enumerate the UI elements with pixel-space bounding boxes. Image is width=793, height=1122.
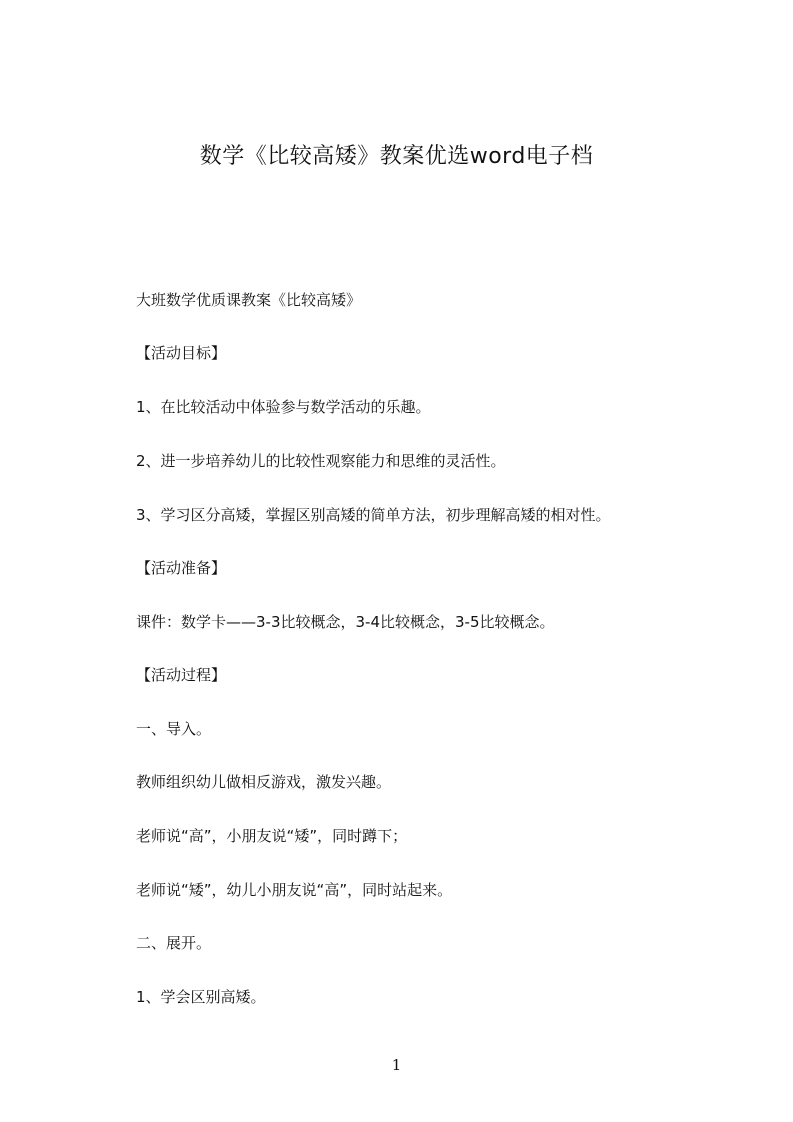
objective-item: 2、进一步培养幼儿的比较性观察能力和思维的灵活性。 [136, 452, 506, 470]
section-heading-preparation: 【活动准备】 [136, 559, 227, 577]
section-heading-process: 【活动过程】 [136, 666, 227, 684]
section-heading-objectives: 【活动目标】 [136, 344, 227, 362]
paragraph: 老师说“矮”，幼儿小朋友说“高”，同时站起来。 [136, 881, 453, 899]
paragraph: 1、学会区别高矮。 [136, 988, 266, 1006]
objective-item: 1、在比较活动中体验参与数学活动的乐趣。 [136, 398, 431, 416]
preparation-text: 课件：数学卡——3-3比较概念，3-4比较概念，3-5比较概念。 [136, 613, 555, 631]
page-number: 1 [391, 1056, 402, 1074]
process-step-heading: 二、展开。 [136, 934, 212, 952]
objective-item: 3、学习区分高矮，掌握区别高矮的简单方法，初步理解高矮的相对性。 [136, 506, 611, 524]
subtitle-line: 大班数学优质课教案《比较高矮》 [136, 291, 362, 309]
paragraph: 老师说“高”，小朋友说“矮”，同时蹲下； [136, 827, 408, 845]
document-title: 数学《比较高矮》教案优选word电子档 [199, 144, 594, 169]
paragraph: 教师组织幼儿做相反游戏，激发兴趣。 [136, 773, 392, 791]
process-step-heading: 一、导入。 [136, 720, 212, 738]
